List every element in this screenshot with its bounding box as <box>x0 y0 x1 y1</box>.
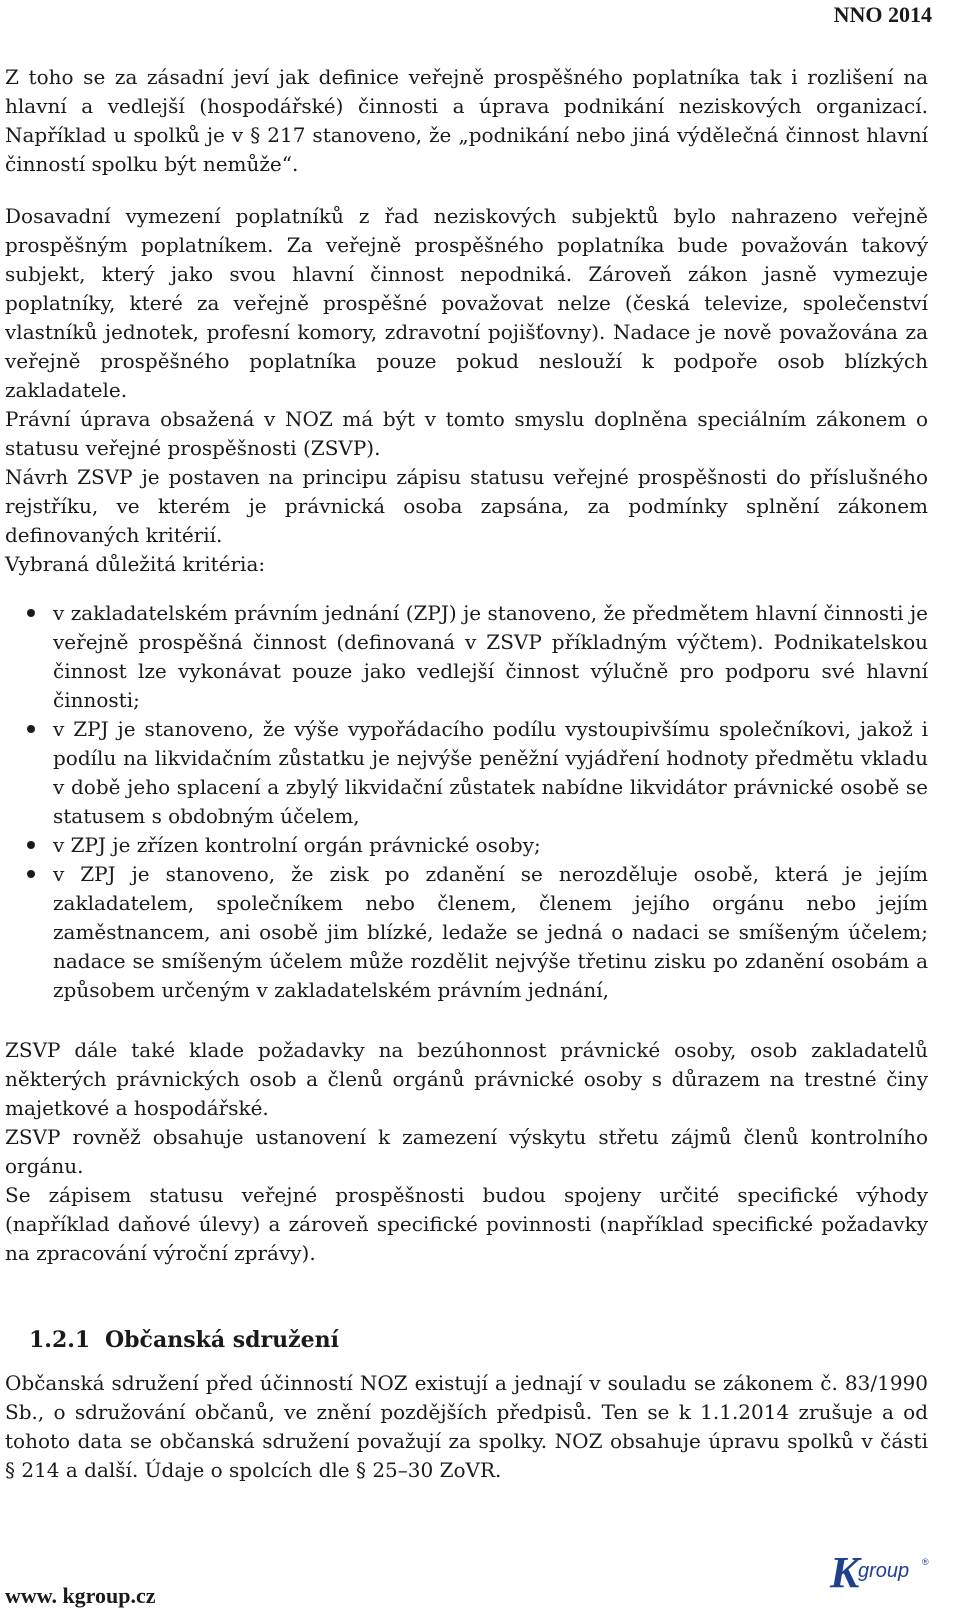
list-item: v ZPJ je stanoveno, že výše vypořádacího podílu vystoupivšímu společníkovi, jakož i podílu na likvidačním zůstatku je nejvýše peněžní vyjádření hodnoty předmětu vkladu v době jeho splacení a zbylý likvidační zůstatek nabídne likvidátor právnické osobě se statusem s obdobným účelem, <box>5 715 928 831</box>
footer-website: www. kgroup.cz <box>5 1583 156 1608</box>
document-body <box>5 63 928 1485</box>
section-heading <box>5 1326 928 1355</box>
logo-registered-mark: ® <box>922 1557 929 1567</box>
paragraph-taxpayers: Dosavadní vymezení poplatníků z řad neziskových subjektů bylo nahrazeno veřejně prospěšným poplatníkem. Za veřejně prospěšného poplatníka bude považován takový subjekt, který jako svou hlavní činnost nepodniká. Zároveň zákon jasně vymezuje poplatníky, které za veřejně prospěšné považovat nelze (česká televize, společenství vlastníků jednotek, profesní komory, zdravotní pojišťovny). Nadace je nově považována za veřejně prospěšného poplatníka pouze pokud neslouží k podpoře osob blízkých zakladatele. <box>5 204 928 402</box>
kgroup-logo <box>828 1547 938 1593</box>
paragraph-conflict-of-interest: ZSVP rovněž obsahuje ustanovení k zamezení výskytu střetu zájmů členů kontrolního orgánu. <box>5 1125 928 1178</box>
paragraph-criteria-intro: Vybraná důležitá kritéria: <box>5 552 266 576</box>
paragraph-benefits: Se zápisem statusu veřejné prospěšnosti budou spojeny určité specifické výhody (například daňové úlevy) a zároveň specifické povinnosti (například specifické požadavky na zpracování výroční zprávy). <box>5 1183 928 1265</box>
paragraph-zsvp-proposal: Návrh ZSVP je postaven na principu zápisu statusu veřejné prospěšnosti do příslušného rejstříku, ve kterém je právnická osoba zapsána, za podmínky splnění zákonem definovaných kritérií. <box>5 465 928 547</box>
criteria-list <box>5 599 928 1005</box>
section-title: Občanská sdružení <box>105 1327 339 1353</box>
paragraph-intro: Z toho se za zásadní jeví jak definice veřejně prospěšného poplatníka tak i rozlišení na hlavní a vedlejší (hospodářské) činnosti a úprava podnikání neziskových organizací. Například u spolků je v § 217 stanoveno, že „podnikání nebo jiná výdělečná činnost hlavní činností spolku být nemůže“. <box>5 65 928 176</box>
list-item: v ZPJ je stanoveno, že zisk po zdanění se nerozděluje osobě, která je jejím zakladatelem, společníkem nebo členem, členem jejího orgánu nebo jejím zaměstnancem, ani osobě jim blízké, ledaže se jedná o nadaci se smíšeným účelem; nadace se smíšeným účelem může rozdělit nejvýše třetinu zisku po zdanění osobám a způsobem určeným v zakladatelském právním jednání, <box>5 860 928 1005</box>
paragraph-legal-framework: Právní úprava obsažená v NOZ má být v tomto smyslu doplněna speciálním zákonem o statusu veřejné prospěšnosti (ZSVP). <box>5 407 928 460</box>
logo-letter: K <box>830 1548 860 1593</box>
paragraph-spacer <box>5 179 928 202</box>
paragraph-civic-associations: Občanská sdružení před účinností NOZ existují a jednají v souladu se zákonem č. 83/1990 Sb., o sdružování občanů, ve znění pozdějších předpisů. Ten se k 1.1.2014 zrušuje a od tohoto data se občanská sdružení považují za spolky. NOZ obsahuje úpravu spolků v části § 214 a další. Údaje o spolcích dle § 25–30 ZoVR. <box>5 1371 928 1482</box>
list-item: v zakladatelském právním jednání (ZPJ) je stanoveno, že předmětem hlavní činnosti je veřejně prospěšná činnost (definovaná v ZSVP příkladným výčtem). Podnikatelskou činnost lze vykonávat pouze jako vedlejší činnost výlučně pro podporu své hlavní činnosti; <box>5 599 928 715</box>
section-number: 1.2.1 <box>29 1327 91 1353</box>
list-item: v ZPJ je zřízen kontrolní orgán právnické osoby; <box>5 831 928 860</box>
document-code: NNO 2014 <box>833 2 932 27</box>
logo-text: group <box>858 1560 910 1582</box>
paragraph-integrity: ZSVP dále také klade požadavky na bezúhonnost právnické osoby, osob zakladatelů některých právnických osob a členů orgánů právnické osoby s důrazem na trestné činy majetkové a hospodářské. <box>5 1038 928 1120</box>
